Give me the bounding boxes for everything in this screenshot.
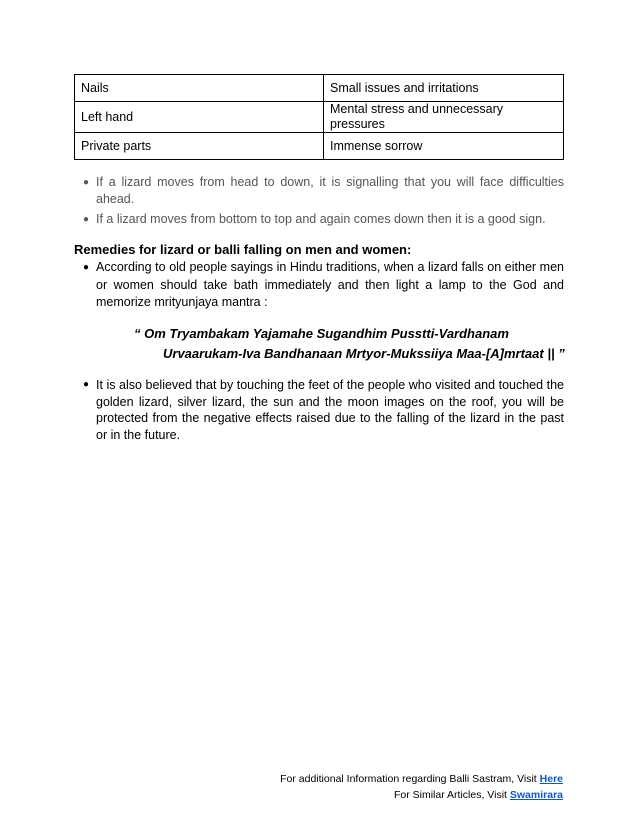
lizard-movement-signs-list (76, 174, 564, 231)
list-item-text: If a lizard moves from bottom to top and again comes down then it is a good sign. (96, 212, 546, 226)
mantra-line-2: Urvaarukam-Iva Bandhanaan Mrtyor-Mukssiiya Maa-[A]mrtaat || ” (163, 346, 565, 361)
table-row (75, 133, 564, 160)
effect-cell: Mental stress and unnecessary pressures (324, 102, 564, 133)
footer-text: For Similar Articles, Visit (393, 789, 510, 801)
list-item-text: If a lizard moves from head to down, it is signalling that you will face difficulties ahead. (96, 175, 564, 206)
list-item-text: It is also believed that by touching the feet of the people who visited and touched the golden lizard, silver lizard, the sun and the moon images on the roof, you will be protected from the negative effects raised due to the falling of the lizard in the past or in the future. (96, 378, 564, 442)
bullet-icon: ● (83, 262, 90, 273)
remedies-heading: Remedies for lizard or balli falling on men and women: (74, 242, 412, 257)
here-link[interactable]: Here (539, 773, 563, 785)
remedies-list (76, 259, 564, 315)
list-item-text: According to old people sayings in Hindu traditions, when a lizard falls on either men or women should take bath immediately and then light a lamp to the God and memorize mrityunjaya mantra : (96, 260, 564, 309)
bullet-icon: ● (83, 177, 90, 188)
list-item (76, 211, 564, 228)
footer-line-2 (280, 787, 563, 803)
bullet-icon: ● (83, 214, 90, 225)
mantra-line-1: “ Om Tryambakam Yajamahe Sugandhim Pusstti-Vardhanam (134, 326, 509, 341)
table-row (75, 75, 564, 102)
swamirara-link[interactable]: Swamirara (509, 789, 563, 801)
list-item (76, 377, 564, 443)
list-item (76, 174, 564, 208)
mrityunjaya-mantra (134, 324, 565, 364)
effect-cell: Immense sorrow (324, 133, 564, 160)
bullet-icon: ● (83, 379, 90, 390)
footer-line-1 (280, 771, 563, 787)
body-part-cell: Private parts (75, 133, 324, 160)
remedies-list-continued (76, 377, 564, 443)
effect-cell: Small issues and irritations (324, 75, 564, 102)
table-row (75, 102, 564, 133)
body-part-cell: Nails (75, 75, 324, 102)
body-part-cell: Left hand (75, 102, 324, 133)
page-footer (280, 771, 563, 803)
list-item (76, 259, 564, 312)
footer-text: For additional Information regarding Balli Sastram, Visit (280, 773, 540, 785)
body-part-effects-table (74, 74, 564, 160)
